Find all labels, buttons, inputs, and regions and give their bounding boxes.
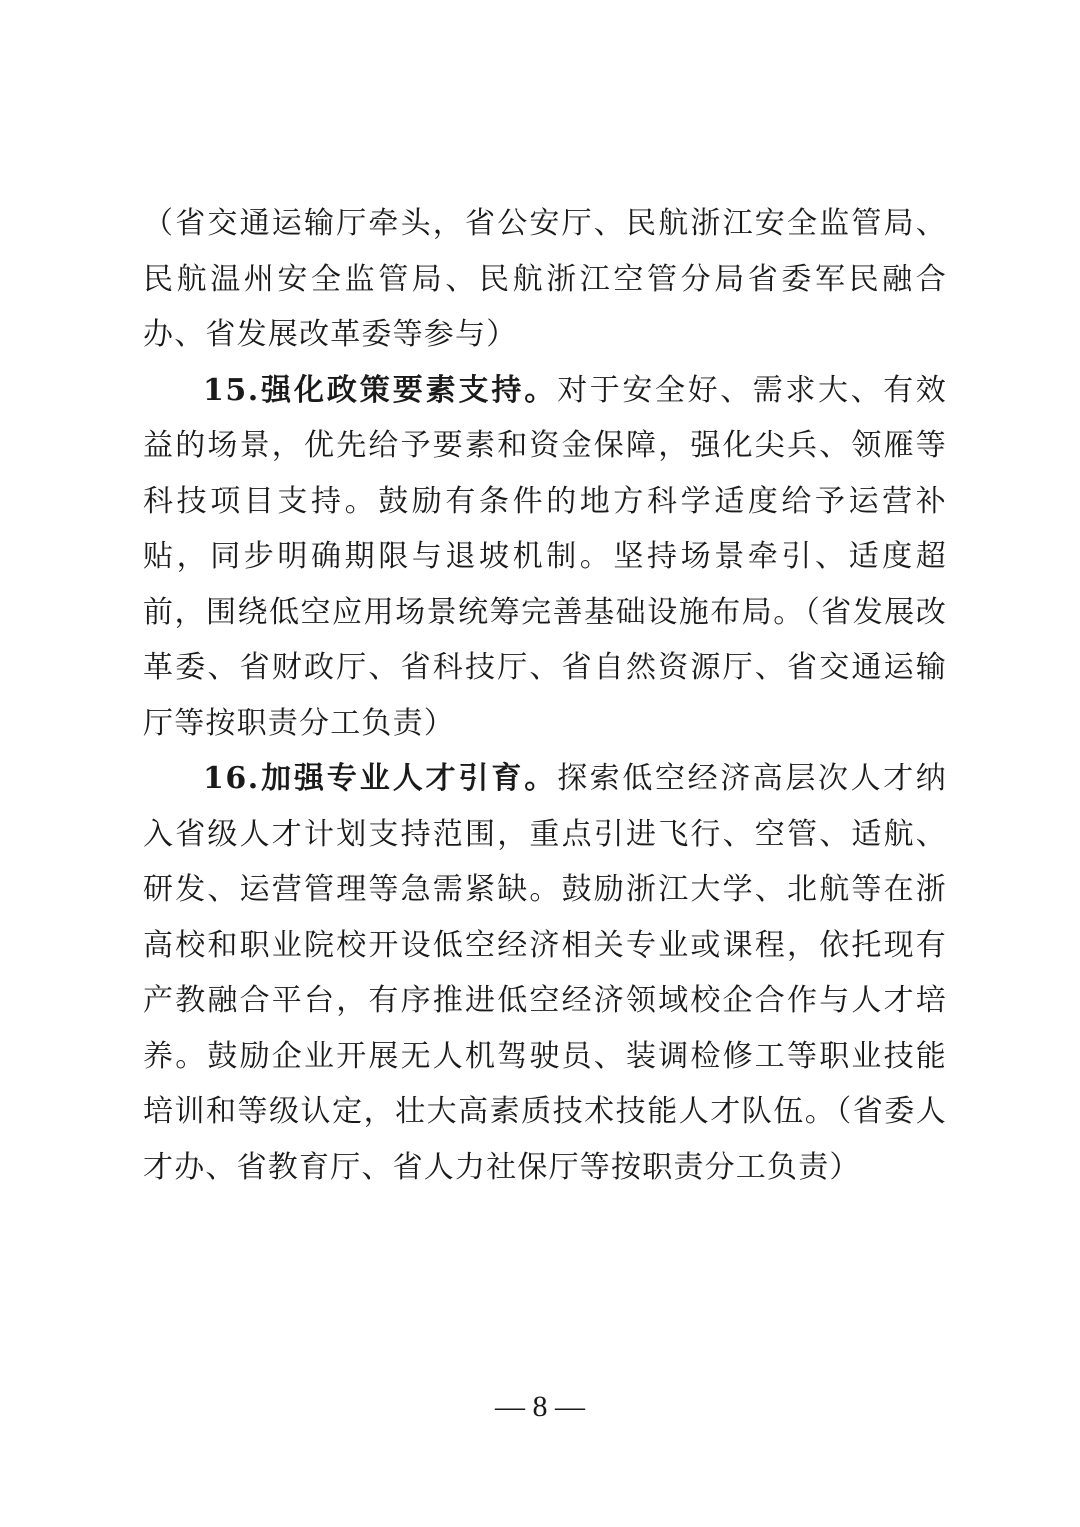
paragraph-talent-development — [143, 751, 947, 1195]
paragraph-text: （省交通运输厅牵头，省公安厅、民航浙江安全监管局、民航温州安全监管局、民航浙江空管分局省委军民融合办、省发展改革委等参与） — [143, 206, 947, 352]
section-heading-15: 15.强化政策要素支持。 — [203, 372, 558, 408]
document-body — [143, 196, 947, 1195]
section-heading-16: 16.加强专业人才引育。 — [203, 761, 558, 796]
paragraph-text: 探索低空经济高层次人才纳入省级人才计划支持范围，重点引进飞行、空管、适航、研发、运营管理等急需紧缺。鼓励浙江大学、北航等在浙高校和职业院校开设低空经济相关专业或课程，依托现有产教融合平台，有序推进低空经济领域校企合作与人才培养。鼓励企业开展无人机驾驶员、装调检修工等职业技能培训和等级认定，壮大高素质技术技能人才队伍。（省委人才办、省教育厅、省人力社保厅等按职责分工负责） — [143, 761, 947, 1185]
page-number: — 8 — — [495, 1390, 585, 1423]
paragraph-policy-support — [143, 363, 947, 752]
paragraph-responsible-departments — [143, 196, 947, 363]
paragraph-text: 对于安全好、需求大、有效益的场景，优先给予要素和资金保障，强化尖兵、领雁等科技项目支持。鼓励有条件的地方科学适度给予运营补贴，同步明确期限与退坡机制。坚持场景牵引、适度超前，围绕低空应用场景统筹完善基础设施布局。（省发展改革委、省财政厅、省科技厅、省自然资源厅、省交通运输厅等按职责分工负责） — [143, 372, 947, 741]
